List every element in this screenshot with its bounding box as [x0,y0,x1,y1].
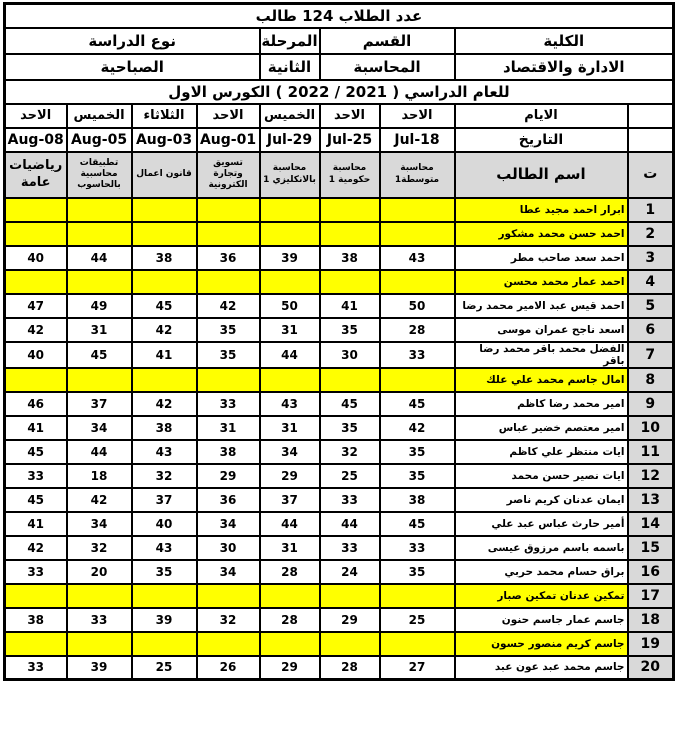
exam-day: الاحد [320,104,380,128]
mark-cell: 33 [4,560,66,584]
mark-cell: 46 [4,392,66,416]
row-number: 19 [628,632,674,656]
mark-cell: 38 [380,488,455,512]
mark-cell: 42 [4,318,66,342]
student-name-cell: باسمه باسم مرزوق عيسى [455,536,628,560]
student-row [4,632,673,656]
mark-cell: 27 [380,656,455,680]
row-number: 3 [628,246,674,270]
mark-cell: 42 [4,536,66,560]
exam-date: 25-Jul [320,128,380,152]
row-number: 2 [628,222,674,246]
department-label: القسم [320,28,455,54]
mark-cell [4,584,66,608]
student-row [4,222,673,246]
mark-cell [4,222,66,246]
exam-day: الخميس [260,104,320,128]
student-row [4,536,673,560]
mark-cell: 32 [320,440,380,464]
mark-cell: 28 [380,318,455,342]
mark-cell: 30 [197,536,260,560]
mark-cell: 33 [320,536,380,560]
student-name-cell: امال جاسم محمد علي علك [455,368,628,392]
mark-cell [67,270,132,294]
mark-cell: 38 [132,416,197,440]
student-row [4,368,673,392]
mark-cell: 40 [4,342,66,368]
row-number: 17 [628,584,674,608]
student-name-column-header: اسم الطالب [455,152,628,198]
mark-cell: 26 [197,656,260,680]
department-value: المحاسبة [320,54,455,80]
info-values-row [4,54,673,80]
exam-day: الخميس [67,104,132,128]
student-row [4,464,673,488]
mark-cell: 45 [320,392,380,416]
mark-cell [67,584,132,608]
mark-cell: 33 [320,488,380,512]
mark-cell: 18 [67,464,132,488]
subject-header: محاسبة بالانكليزي 1 [260,152,320,198]
days-label: الايام [455,104,628,128]
mark-cell [132,198,197,222]
mark-cell [132,632,197,656]
mark-cell: 35 [197,342,260,368]
student-row [4,440,673,464]
mark-cell [197,584,260,608]
student-name-cell: اسعد ناجح عمران موسى [455,318,628,342]
row-number: 20 [628,656,674,680]
mark-cell [132,222,197,246]
mark-cell: 42 [380,416,455,440]
mark-cell [320,368,380,392]
mark-cell: 35 [380,464,455,488]
row-number: 4 [628,270,674,294]
student-row [4,560,673,584]
subject-header: تطبيقات محاسبية بالحاسوب [67,152,132,198]
mark-cell: 36 [197,246,260,270]
mark-cell: 35 [380,560,455,584]
mark-cell: 37 [260,488,320,512]
info-labels-row [4,28,673,54]
student-name-cell: الفضل محمد باقر محمد رضا باقر [455,342,628,368]
exam-date: 29-Jul [260,128,320,152]
mark-cell [4,368,66,392]
mark-cell [67,368,132,392]
mark-cell: 40 [132,512,197,536]
subject-header: محاسبة متوسطة1 [380,152,455,198]
mark-cell: 34 [67,512,132,536]
mark-cell: 37 [132,488,197,512]
row-number: 11 [628,440,674,464]
mark-cell: 49 [67,294,132,318]
student-row [4,392,673,416]
college-label: الكلية [455,28,674,54]
stage-label: المرحلة [260,28,320,54]
mark-cell: 50 [380,294,455,318]
subject-header: قانون اعمال [132,152,197,198]
exam-day: الاحد [4,104,66,128]
mark-cell: 25 [380,608,455,632]
student-row [4,656,673,680]
student-name-cell: تمكين عدنان تمكين صبار [455,584,628,608]
mark-cell: 41 [132,342,197,368]
subject-header: محاسبة حكومية 1 [320,152,380,198]
student-row [4,416,673,440]
exam-date: 08-Aug [4,128,66,152]
mark-cell [380,222,455,246]
mark-cell: 29 [260,656,320,680]
student-row [4,608,673,632]
mark-cell: 33 [380,342,455,368]
mark-cell: 35 [320,416,380,440]
row-number: 10 [628,416,674,440]
mark-cell [260,584,320,608]
mark-cell: 29 [320,608,380,632]
mark-cell: 32 [67,536,132,560]
student-name-cell: جاسم محمد عبد عون عبد [455,656,628,680]
student-name-cell: براق حسام محمد حربي [455,560,628,584]
mark-cell: 28 [260,560,320,584]
mark-cell [67,632,132,656]
mark-cell: 43 [132,536,197,560]
student-name-cell: امير محمد رضا كاظم [455,392,628,416]
mark-cell: 45 [4,440,66,464]
student-name-cell: جاسم كريم منصور حسون [455,632,628,656]
mark-cell: 31 [260,318,320,342]
mark-cell: 42 [132,318,197,342]
mark-cell: 35 [320,318,380,342]
student-row [4,294,673,318]
mark-cell [320,632,380,656]
mark-cell: 35 [132,560,197,584]
mark-cell [132,584,197,608]
row-number: 9 [628,392,674,416]
mark-cell: 45 [380,392,455,416]
mark-cell [197,632,260,656]
mark-cell [4,198,66,222]
mark-cell [197,368,260,392]
mark-cell [260,198,320,222]
mark-cell: 31 [67,318,132,342]
subject-header: تسويق وتجارة الكترونية [197,152,260,198]
mark-cell: 20 [67,560,132,584]
mark-cell: 31 [260,536,320,560]
mark-cell: 33 [4,656,66,680]
student-row [4,584,673,608]
mark-cell: 47 [4,294,66,318]
student-row [4,270,673,294]
mark-cell: 39 [260,246,320,270]
student-name-cell: جاسم عمار جاسم حنون [455,608,628,632]
mark-cell: 44 [67,246,132,270]
mark-cell: 34 [67,416,132,440]
mark-cell: 45 [4,488,66,512]
mark-cell: 29 [260,464,320,488]
mark-cell [260,368,320,392]
mark-cell: 43 [380,246,455,270]
mark-cell [320,270,380,294]
mark-cell [380,584,455,608]
column-headers-row [4,152,673,198]
mark-cell: 42 [197,294,260,318]
mark-cell [380,368,455,392]
academic-year-banner: للعام الدراسي ( 2021 / 2022 ) الكورس الاول [4,80,673,104]
mark-cell [67,198,132,222]
row-number: 7 [628,342,674,368]
mark-cell: 38 [132,246,197,270]
mark-cell: 32 [132,464,197,488]
dates-row [4,128,673,152]
mark-cell [132,368,197,392]
mark-cell: 43 [132,440,197,464]
mark-cell [320,222,380,246]
mark-cell [380,198,455,222]
mark-cell [132,270,197,294]
exam-day: الثلاثاء [132,104,197,128]
mark-cell: 33 [67,608,132,632]
mark-cell: 33 [197,392,260,416]
mark-cell [4,632,66,656]
exam-day: الاحد [380,104,455,128]
student-name-cell: أمير حارث عباس عبد علي [455,512,628,536]
sheet-title: عدد الطلاب 124 طالب [4,4,673,28]
grade-sheet-table [3,2,675,681]
mark-cell: 34 [197,512,260,536]
mark-cell: 41 [4,416,66,440]
mark-cell: 42 [67,488,132,512]
row-number: 15 [628,536,674,560]
student-name-cell: احمد عمار محمد محسن [455,270,628,294]
student-name-cell: امير معتصم خضير عباس [455,416,628,440]
students-body [4,198,673,680]
mark-cell: 42 [132,392,197,416]
mark-cell: 44 [260,342,320,368]
student-row [4,512,673,536]
student-name-cell: ايات نصير حسن محمد [455,464,628,488]
mark-cell: 32 [197,608,260,632]
exam-date: 05-Aug [67,128,132,152]
mark-cell: 25 [320,464,380,488]
mark-cell: 39 [67,656,132,680]
mark-cell: 45 [132,294,197,318]
row-number: 8 [628,368,674,392]
mark-cell: 43 [260,392,320,416]
mark-cell: 38 [320,246,380,270]
mark-cell: 31 [260,416,320,440]
serial-column-header: ت [628,152,674,198]
college-value: الادارة والاقتصاد [455,54,674,80]
mark-cell: 28 [260,608,320,632]
days-corner-cell [628,104,674,128]
title-row [4,4,673,28]
academic-year-row [4,80,673,104]
mark-cell: 38 [197,440,260,464]
mark-cell: 44 [260,512,320,536]
exam-day: الاحد [197,104,260,128]
dates-corner-cell [628,128,674,152]
student-name-cell: ابرار احمد مجيد عطا [455,198,628,222]
mark-cell: 31 [197,416,260,440]
mark-cell: 45 [67,342,132,368]
student-name-cell: احمد سعد صاحب مطر [455,246,628,270]
exam-date: 03-Aug [132,128,197,152]
mark-cell: 39 [132,608,197,632]
stage-value: الثانية [260,54,320,80]
mark-cell [4,270,66,294]
student-name-cell: احمد حسن محمد مشكور [455,222,628,246]
mark-cell: 38 [4,608,66,632]
mark-cell: 37 [67,392,132,416]
mark-cell: 33 [4,464,66,488]
study-type-label: نوع الدراسة [4,28,259,54]
mark-cell: 33 [380,536,455,560]
student-row [4,318,673,342]
student-name-cell: ايات منتظر علي كاظم [455,440,628,464]
student-row [4,488,673,512]
row-number: 12 [628,464,674,488]
row-number: 14 [628,512,674,536]
days-row [4,104,673,128]
mark-cell: 35 [380,440,455,464]
mark-cell: 41 [4,512,66,536]
mark-cell [197,270,260,294]
mark-cell [260,222,320,246]
mark-cell [197,222,260,246]
student-row [4,246,673,270]
mark-cell: 35 [197,318,260,342]
student-name-cell: ايمان عدنان كريم ناصر [455,488,628,512]
mark-cell [197,198,260,222]
mark-cell [260,270,320,294]
study-type-value: الصباحية [4,54,259,80]
row-number: 16 [628,560,674,584]
student-row [4,342,673,368]
mark-cell [380,632,455,656]
mark-cell: 44 [320,512,380,536]
exam-date: 01-Aug [197,128,260,152]
mark-cell: 34 [260,440,320,464]
student-row [4,198,673,222]
mark-cell: 29 [197,464,260,488]
mark-cell: 45 [380,512,455,536]
mark-cell [320,584,380,608]
row-number: 1 [628,198,674,222]
mark-cell: 24 [320,560,380,584]
mark-cell: 28 [320,656,380,680]
mark-cell: 25 [132,656,197,680]
mark-cell: 30 [320,342,380,368]
mark-cell: 44 [67,440,132,464]
student-name-cell: احمد قيس عبد الامير محمد رضا [455,294,628,318]
mark-cell [380,270,455,294]
mark-cell [67,222,132,246]
row-number: 18 [628,608,674,632]
mark-cell [320,198,380,222]
mark-cell: 50 [260,294,320,318]
mark-cell: 40 [4,246,66,270]
exam-date: 18-Jul [380,128,455,152]
mark-cell [260,632,320,656]
mark-cell: 41 [320,294,380,318]
mark-cell: 34 [197,560,260,584]
mark-cell: 36 [197,488,260,512]
row-number: 6 [628,318,674,342]
row-number: 13 [628,488,674,512]
dates-label: التاريخ [455,128,628,152]
row-number: 5 [628,294,674,318]
subject-header: رياضيات عامة [4,152,66,198]
